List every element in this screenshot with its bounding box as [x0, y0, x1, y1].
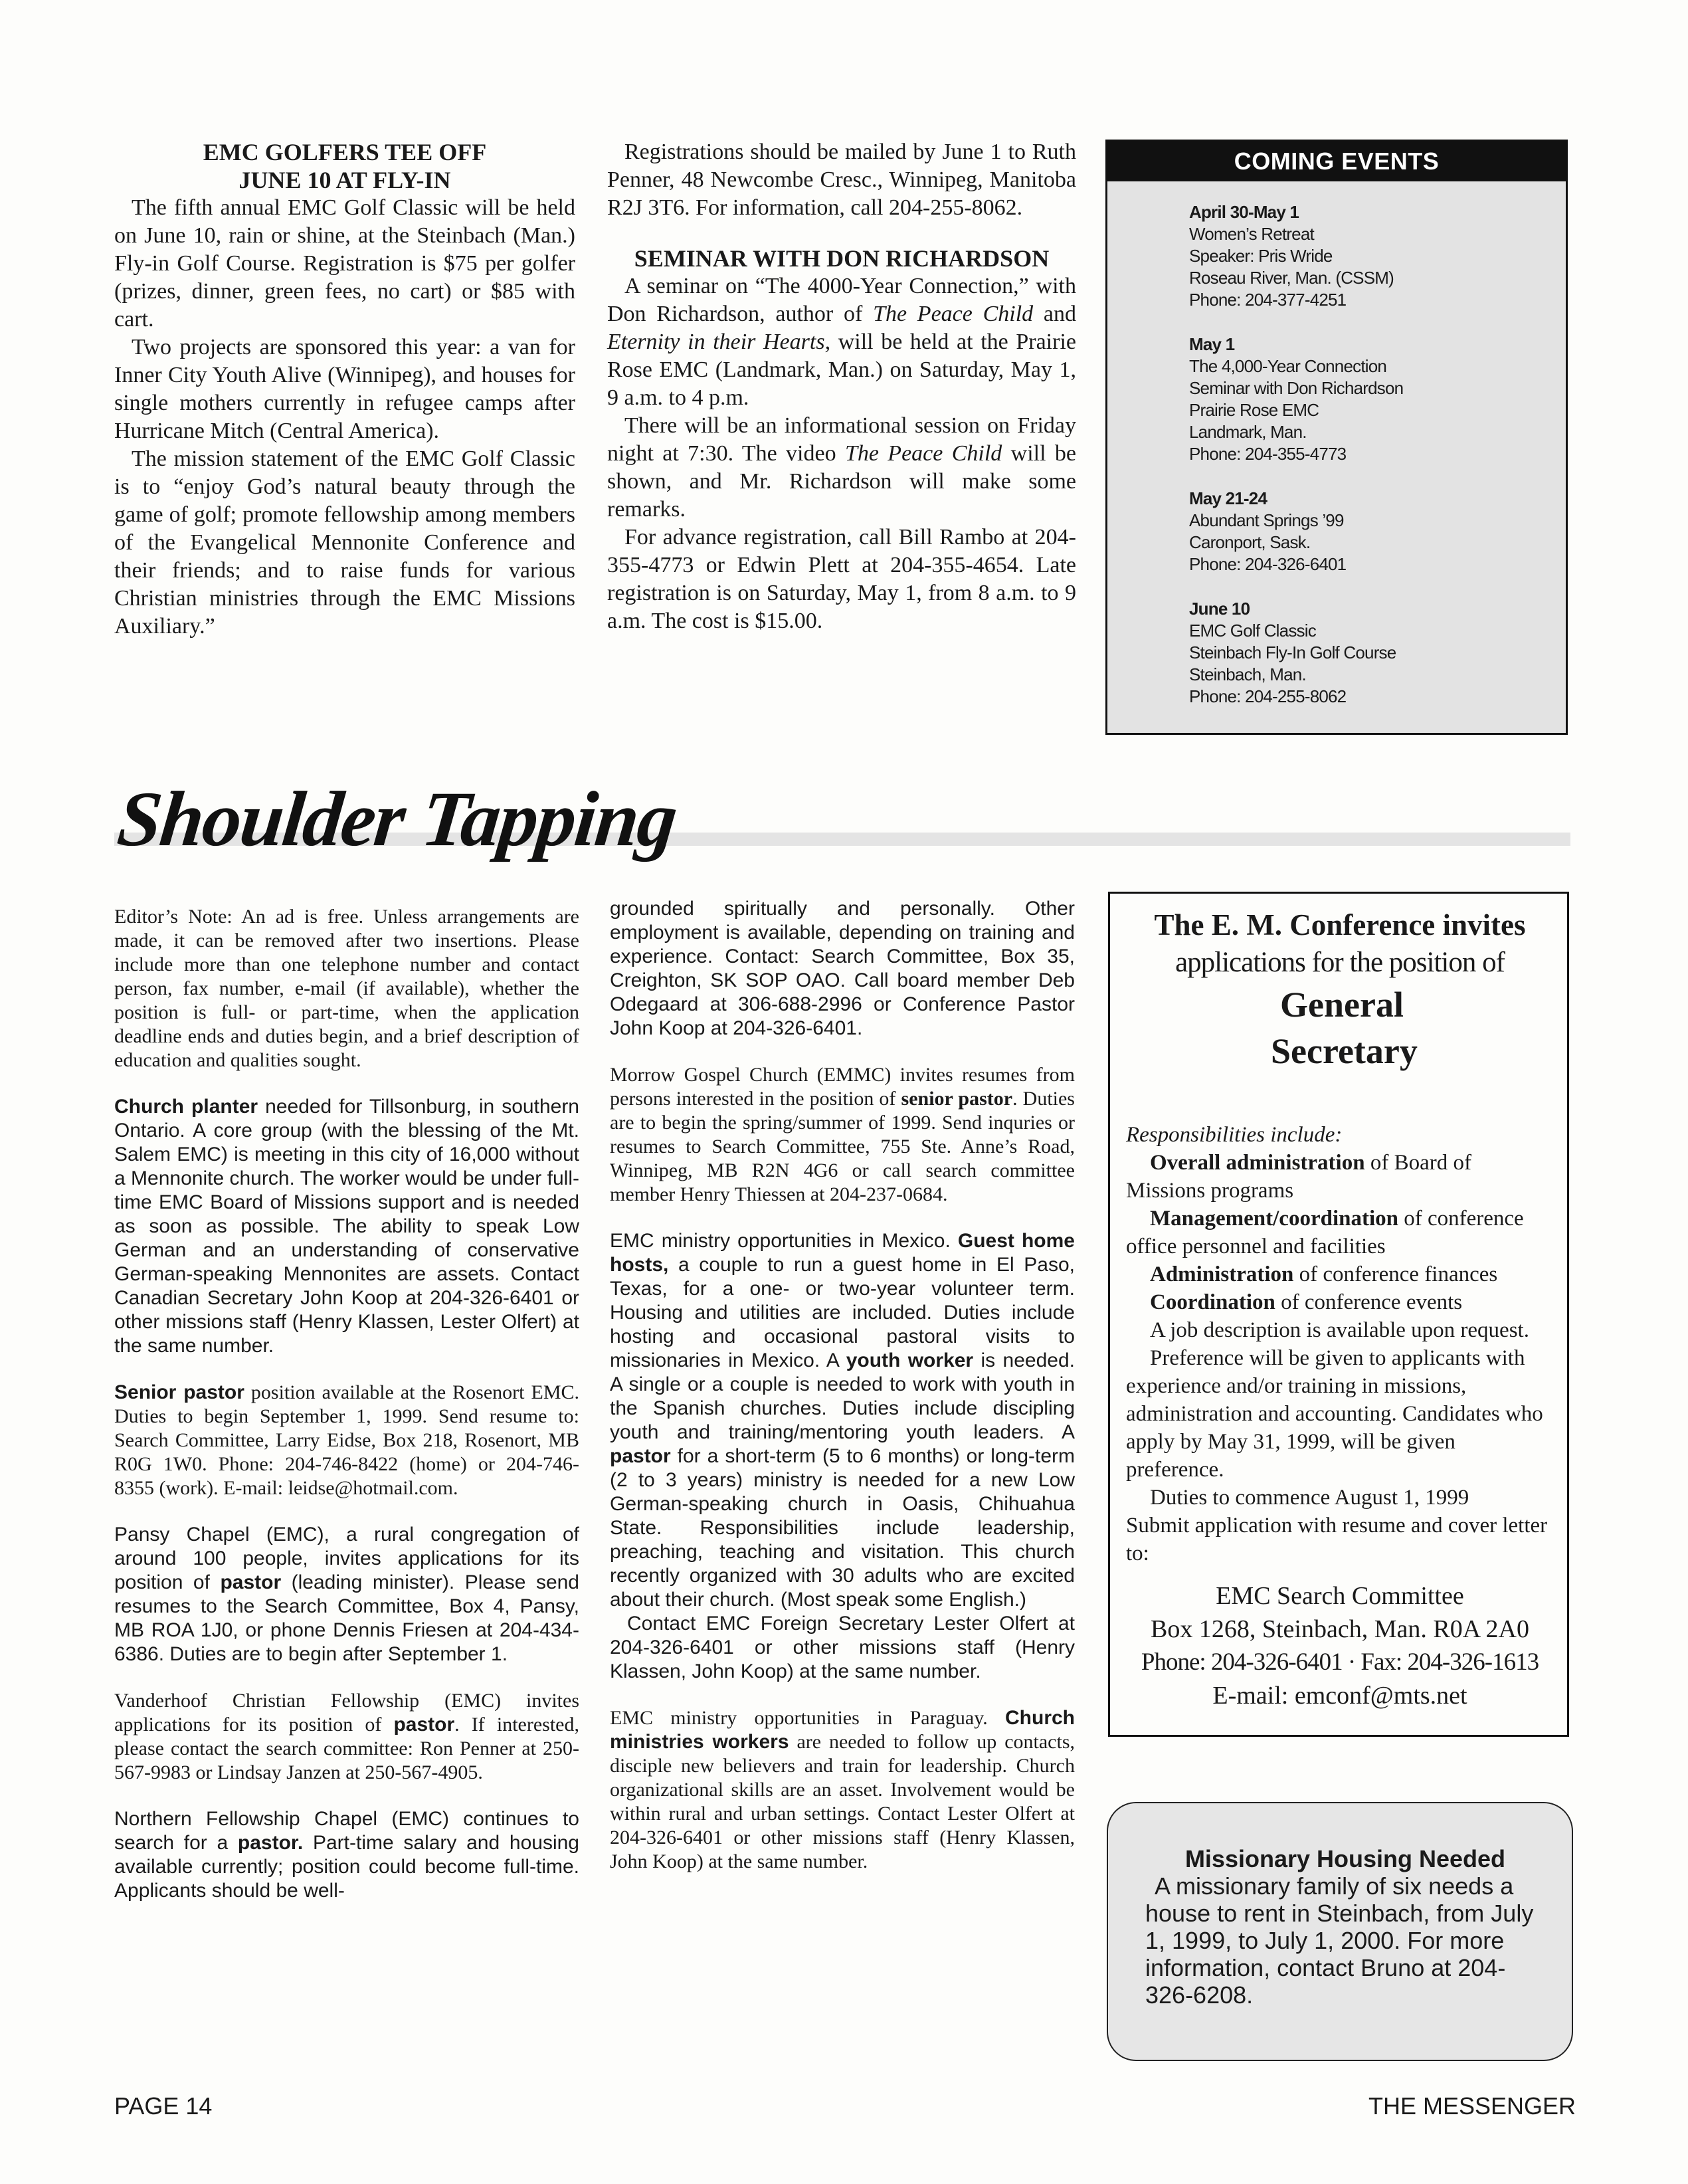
editors-note: Editor’s Note: An ad is free. Unless arrangements are made, it can be removed after two insertions. Please include more than one telephone number and contact person, fax number, e-mail (if available), whether the position is full- or part-time, when the application deadline ends and duties begin, and a brief description of education and qualities sought. [114, 906, 579, 1071]
mexico-ad: EMC ministry opportunities in Mexico. Guest home hosts, a couple to run a guest home in El Paso, Texas, for a one- or two-year volunteer term. Housing and utilities are included. Duties include hosting and occasional pastoral visits to missionaries in Mexico. A youth worker is needed. A single or a couple is needed to work with youth in the Spanish churches. Duties include discipling youth and training/mentoring youth leaders. A pastor for a short-term (5 to 6 months) or long-term (2 to 3 years) ministry is needed for a new Low German-speaking church in Oasis, Chihuahua State. Responsibilities include leadership, preaching, teaching and visitation. This church recently organized with 30 adults who are excited about their church. (Most speak some English.) [610, 1230, 1075, 1611]
conference-ad-content [1126, 906, 1554, 1712]
event-line: Prairie Rose EMC [1189, 400, 1319, 420]
golf-headline-2: JUNE 10 AT FLY-IN [238, 167, 451, 193]
conference-ad-box [1108, 892, 1569, 1737]
missionary-housing-box [1107, 1802, 1573, 2061]
page-number: PAGE 14 [114, 2092, 213, 2120]
event-date: May 1 [1189, 334, 1235, 354]
preference-note: Preference will be given to applicants with experience and/or training in missions, administration and accounting. Candidates who apply by May 31, 1999, will be given preference. [1126, 1346, 1543, 1482]
golf-paragraph-3: The mission statement of the EMC Golf Classic is to “enjoy God’s natural beauty through the game of golf; promote fellowship among members of the Evangelical Mennonite Conference and their friends; and to raise funds for various Christian ministries through the EMC Missions Auxiliary.” [114, 447, 575, 639]
paraguay-ad: EMC ministry opportunities in Paraguay. Church ministries workers are needed to follow up contacts, disciple new believers and train for leadership. Church organizational skills are an asset. Involvement would be within rural and urban settings. Contact Lester Olfert at 204-326-6401 or other missions staff (Henry Klassen, John Koop) at the same number. [610, 1707, 1075, 1872]
responsibility-2: Management/coordination of conference office personnel and facilities [1126, 1207, 1524, 1258]
event-line: Speaker: Pris Wride [1189, 246, 1333, 266]
shoulder-tapping-title: Shoulder Tapping [114, 775, 681, 862]
contact-line-4: E-mail: emconf@mts.net [1212, 1682, 1467, 1710]
event-line: Phone: 204-326-6401 [1189, 554, 1347, 574]
coming-events-title: COMING EVENTS [1107, 142, 1566, 181]
event-item [1189, 334, 1561, 465]
golf-paragraph-2: Two projects are sponsored this year: a van for Inner City Youth Alive (Winnipeg), and houses for single mothers currently in refugee camps after Hurricane Mitch (Central America). [114, 335, 575, 443]
event-item [1189, 488, 1561, 575]
event-item [1189, 201, 1561, 311]
responsibility-4: Coordination of conference events [1150, 1290, 1463, 1314]
responsibility-1: Overall administration of Board of Missions programs [1126, 1151, 1471, 1203]
event-line: Phone: 204-255-8062 [1189, 686, 1347, 706]
responsibilities-label: Responsibilities include: [1126, 1123, 1343, 1147]
conference-ad-subheading: applications for the position of [1175, 947, 1505, 978]
conference-ad-heading: The E. M. Conference invites [1154, 908, 1526, 942]
mexico-contact: Contact EMC Foreign Secretary Lester Olfert at 204-326-6401 or other missions staff (Henry Klassen, John Koop) at the same number. [610, 1613, 1075, 1682]
event-line: Roseau River, Man. (CSSM) [1189, 268, 1394, 288]
position-title-1: General [1280, 985, 1404, 1025]
registration-note: Registrations should be mailed by June 1 to Ruth Penner, 48 Newcombe Cresc., Winnipeg, Manitoba R2J 3T6. For information, call 204-255-8062. [607, 140, 1076, 220]
publication-name: THE MESSENGER [1368, 2092, 1576, 2120]
event-line: Caronport, Sask. [1189, 532, 1311, 552]
event-date: April 30-May 1 [1189, 202, 1299, 222]
church-planter-ad: Church planter needed for Tillsonburg, in southern Ontario. A core group (with the blessing of the Mt. Salem EMC) is meeting in this city of 16,000 without a Mennonite church. The worker would be under full-time EMC Board of Missions support and is needed as soon as possible. The ability to speak Low German and an understanding of conservative German-speaking Mennonites are assets. Contact Canadian Secretary John Koop at 204-326-6401 or other missions staff (Henry Klassen, Lester Olfert) at the same number. [114, 1096, 579, 1357]
responsibility-3: Administration of conference finances [1150, 1262, 1498, 1286]
seminar-headline: SEMINAR WITH DON RICHARDSON [634, 245, 1050, 272]
morrow-gospel-ad: Morrow Gospel Church (EMMC) invites resumes from persons interested in the position of senior pastor. Duties are to begin the spring/summer of 1999. Send inquries or resumes to Search Committee, 755 Ste. Anne’s Road, Winnipeg, MB R2N 4G6 or call search committee member Henry Thiessen at 204-237-0684. [610, 1064, 1075, 1205]
golf-paragraph-1: The fifth annual EMC Golf Classic will be held on June 10, rain or shine, at the Steinbach (Man.) Fly-in Golf Course. Registration is $75 per golfer (prizes, dinner, green fees, no cart) or $85 with cart. [114, 195, 575, 332]
seminar-paragraph-1: A seminar on “The 4000-Year Connection,” with Don Richardson, author of The Peace Child and Eternity in their Hearts, will be held at the Prairie Rose EMC (Landmark, Man.) on Saturday, May 1, 9 a.m. to 4 p.m. [607, 274, 1076, 410]
northern-fellowship-ad: Northern Fellowship Chapel (EMC) continues to search for a pastor. Part-time salary and housing available currently; position could become full-time. Applicants should be well- [114, 1808, 579, 1902]
event-line: Steinbach Fly-In Golf Course [1189, 643, 1396, 662]
event-date: June 10 [1189, 599, 1250, 619]
seminar-paragraph-2: There will be an informational session on Friday night at 7:30. The video The Peace Child will be shown, and Mr. Richardson will make some remarks. [607, 413, 1076, 522]
contact-line-2: Box 1268, Steinbach, Man. R0A 2A0 [1151, 1615, 1529, 1643]
event-line: Landmark, Man. [1189, 422, 1307, 442]
classifieds-column-1 [114, 905, 579, 1903]
duties-start: Duties to commence August 1, 1999 [1150, 1486, 1469, 1510]
contact-line-1: EMC Search Committee [1216, 1582, 1464, 1610]
golf-headline-1: EMC GOLFERS TEE OFF [203, 139, 487, 165]
event-line: Phone: 204-355-4773 [1189, 444, 1347, 464]
classifieds-column-2 [610, 897, 1075, 1896]
housing-title: Missionary Housing Needed [1184, 1845, 1506, 1872]
event-line: Seminar with Don Richardson [1189, 378, 1404, 398]
submit-note: Submit application with resume and cover letter to: [1126, 1514, 1548, 1565]
event-line: Abundant Springs ’99 [1189, 510, 1344, 530]
coming-events-box [1105, 140, 1568, 735]
event-line: Steinbach, Man. [1189, 664, 1306, 684]
event-line: EMC Golf Classic [1189, 621, 1316, 641]
position-title-2: Secretary [1271, 1031, 1418, 1071]
event-line: Women’s Retreat [1189, 224, 1314, 244]
event-line: Phone: 204-377-4251 [1189, 290, 1347, 310]
event-date: May 21-24 [1189, 488, 1267, 508]
job-description-note: A job description is available upon request. [1150, 1318, 1529, 1342]
event-line: The 4,000-Year Connection [1189, 356, 1387, 376]
housing-text: A missionary family of six needs a house to rent in Steinbach, from July 1, 1999, to July 1, 2000. For more information, contact Bruno at 204-326-6208. [1145, 1872, 1534, 2009]
rosenort-ad: Senior pastor position available at the Rosenort EMC. Duties to begin September 1, 1999. Send resume to: Search Committee, Larry Eidse, Box 218, Rosenort, MB R0G 1W0. Phone: 204-746-8422 (home) or 204-746-8355 (work). E-mail: leidse@hotmail.com. [114, 1381, 579, 1499]
northern-fellowship-continued: grounded spiritually and personally. Other employment is available, depending on training and experience. Contact: Search Committee, Box 35, Creighton, SK SOP OAO. Call board member Deb Odegaard at 306-688-2996 or Conference Pastor John Koop at 204-326-6401. [610, 898, 1075, 1039]
vanderhoof-ad: Vanderhoof Christian Fellowship (EMC) invites applications for its position of pastor. If interested, please contact the search committee: Ron Penner at 250-567-9983 or Lindsay Janzen at 250-567-4905. [114, 1690, 579, 1783]
seminar-paragraph-3: For advance registration, call Bill Rambo at 204-355-4773 or Edwin Plett at 204-355-4654. Late registration is on Saturday, May 1, from 8 a.m. to 9 a.m. The cost is $15.00. [607, 525, 1076, 633]
event-item [1189, 598, 1561, 708]
golf-article [114, 138, 575, 641]
contact-line-3: Phone: 204-326-6401 · Fax: 204-326-1613 [1141, 1648, 1539, 1676]
pansy-chapel-ad: Pansy Chapel (EMC), a rural congregation of around 100 people, invites applications for its position of pastor (leading minister). Please send resumes to the Search Committee, Box 4, Pansy, MB ROA 1J0, or phone Dennis Friesen at 204-434-6386. Duties are to begin after September 1. [114, 1524, 579, 1665]
seminar-article [607, 138, 1076, 635]
coming-events-list [1189, 201, 1561, 730]
